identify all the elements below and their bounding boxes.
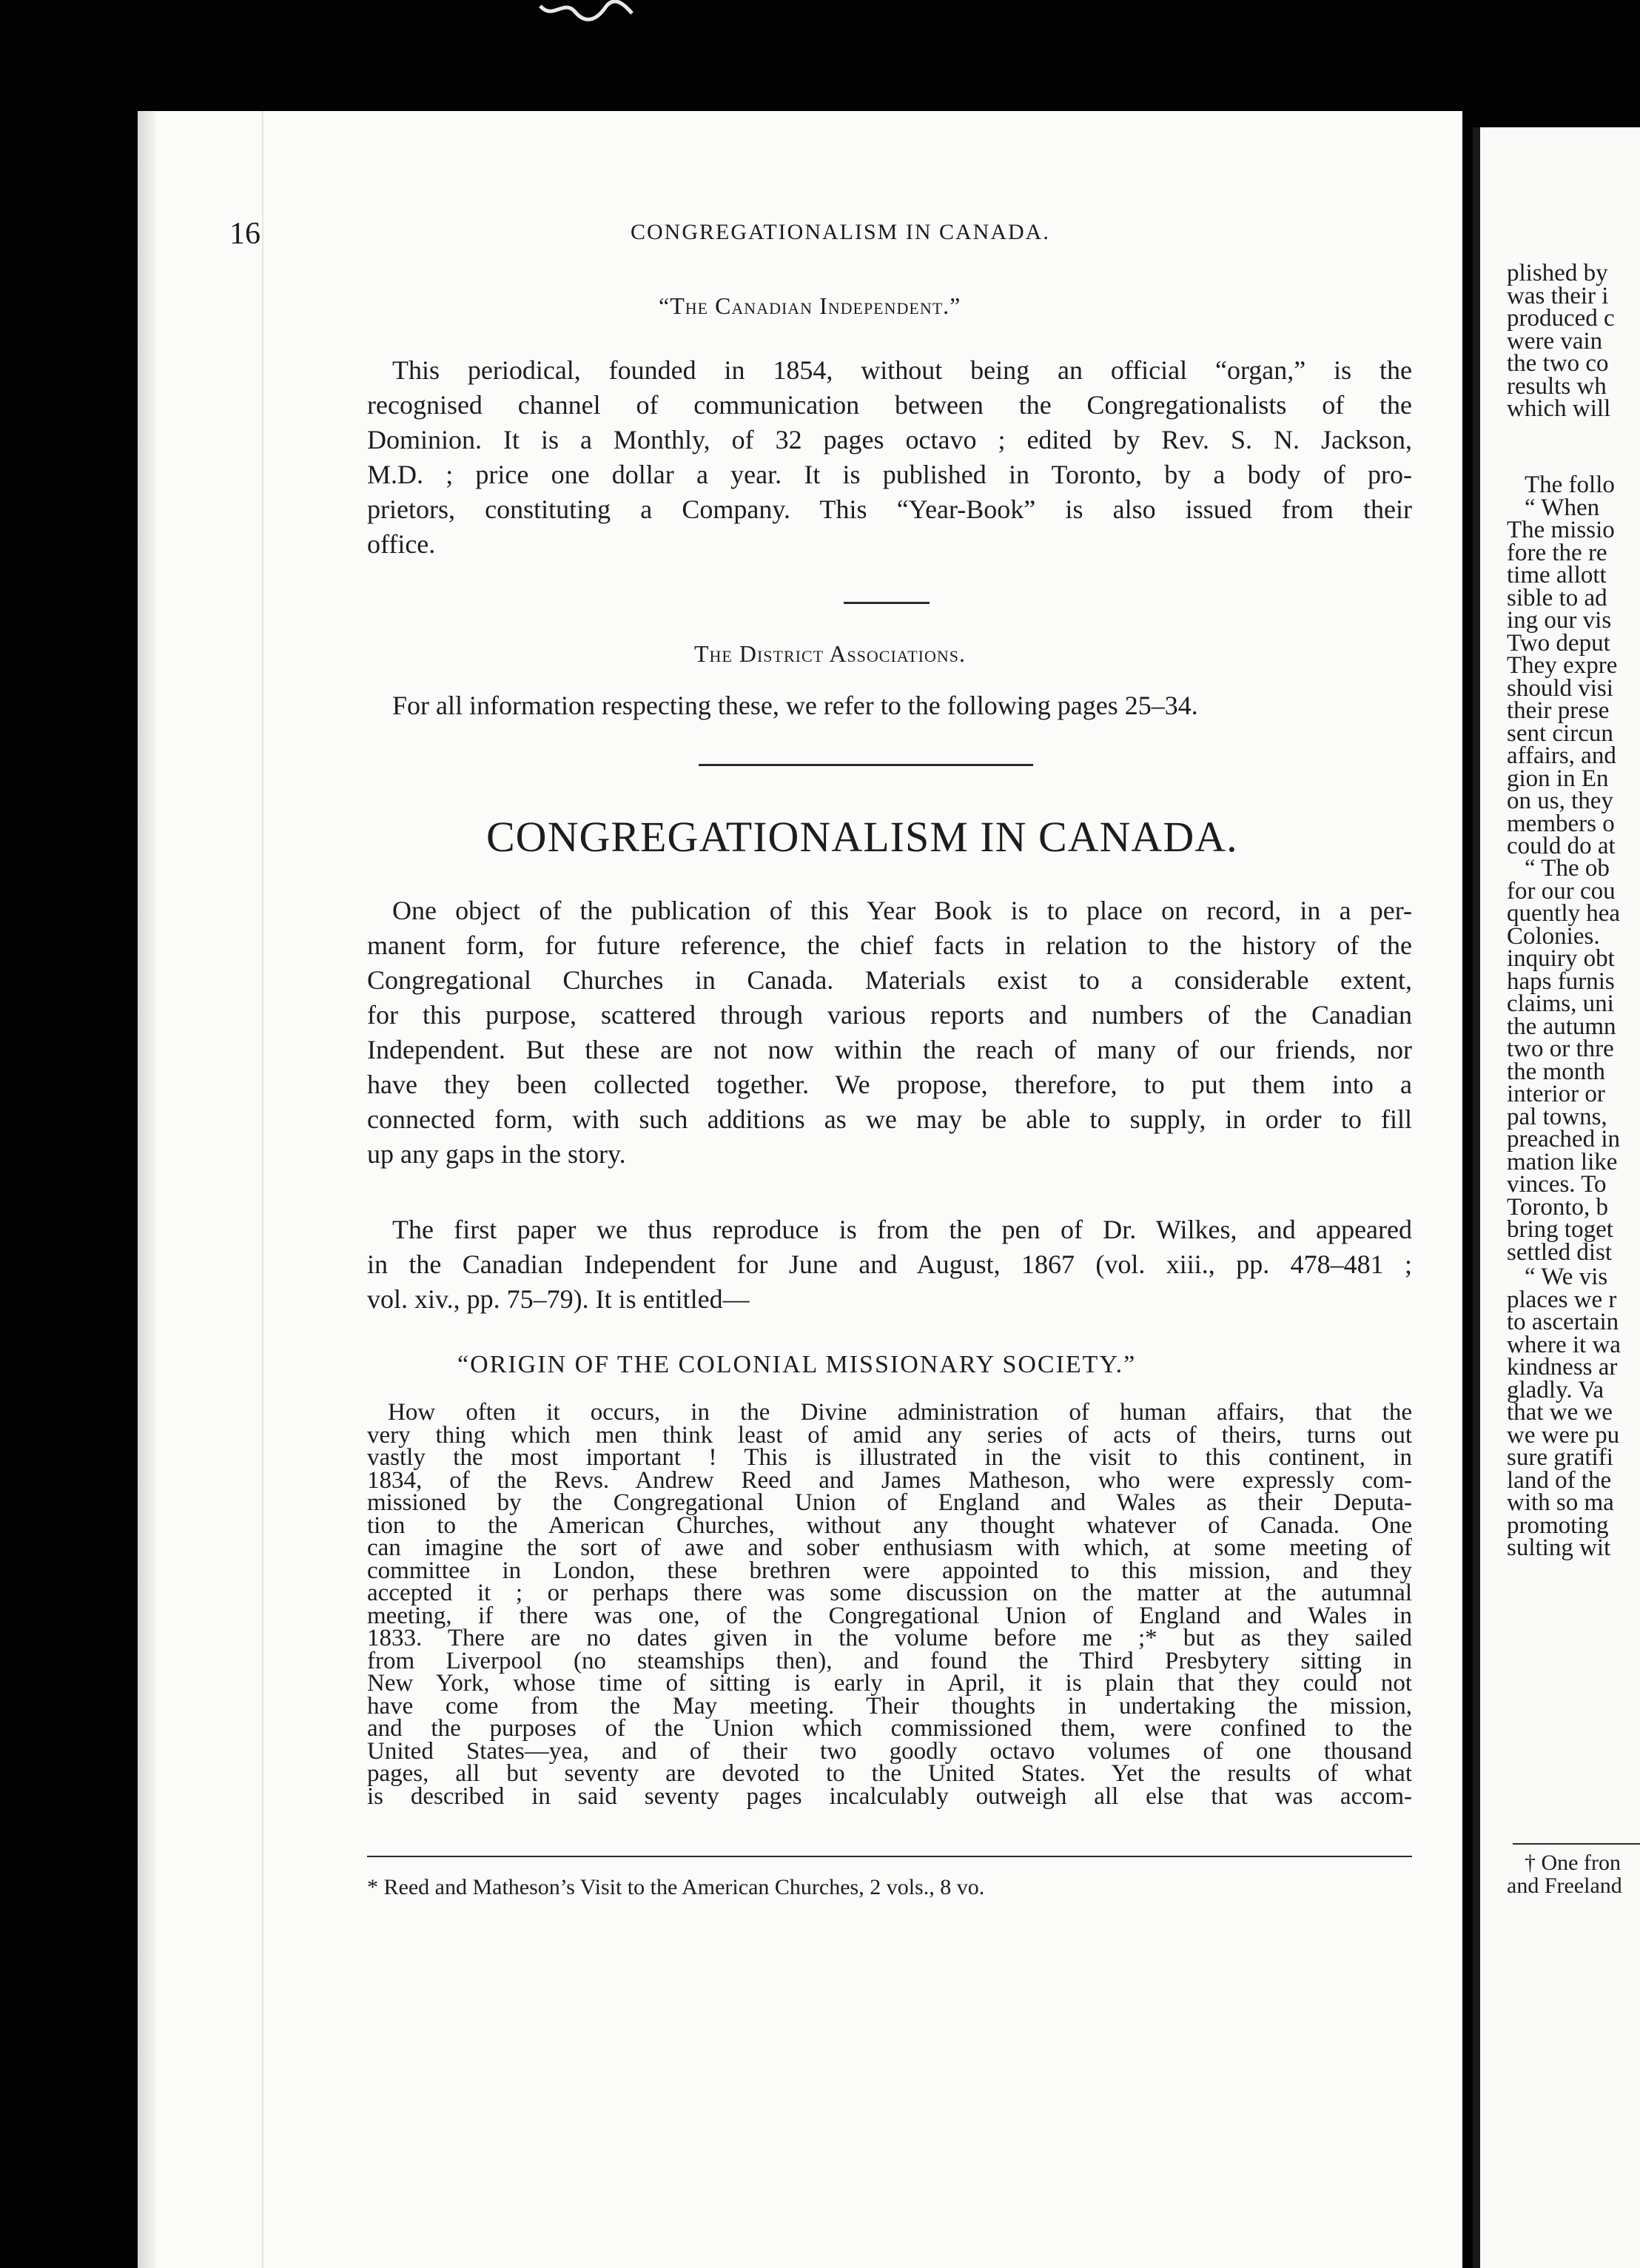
text-line: tion to the American Churches, without any thought whatever of Canada. One xyxy=(367,1512,1412,1539)
text-line: claims, uni xyxy=(1507,990,1614,1017)
page-fold-line xyxy=(262,111,263,2268)
text-line: preached in xyxy=(1507,1126,1620,1153)
district-text: For all information respecting these, we refer to the following pages 25–34. xyxy=(392,691,1198,720)
text-line: were vain xyxy=(1507,327,1603,355)
text-line: and the purposes of the Union which commissioned them, were confined to the xyxy=(367,1715,1412,1742)
text-line: gion in En xyxy=(1507,765,1609,792)
text-line: for our cou xyxy=(1507,877,1616,905)
text-line: from Liverpool (no steamships then), and found the Third Presbytery sitting in xyxy=(367,1647,1412,1674)
text-line: How often it occurs, in the Divine administration of human affairs, that the xyxy=(388,1399,1412,1426)
text-line: produced c xyxy=(1507,305,1615,332)
text-line: affairs, and xyxy=(1507,742,1616,769)
text-line: connected form, with such additions as we may be able to supply, in order to fill xyxy=(367,1104,1412,1134)
text-line: the autumn xyxy=(1507,1013,1616,1040)
text-line: committee in London, these brethren were appointed to this mission, and they xyxy=(367,1557,1412,1584)
text-line: is described in said seventy pages incalculably outweigh all else that was accom- xyxy=(367,1782,1412,1810)
text-line: haps furnis xyxy=(1507,967,1615,995)
chapter-heading: CONGREGATIONALISM IN CANADA. xyxy=(486,813,1238,861)
independent-paragraph xyxy=(367,353,1412,562)
text-line: 1834, of the Revs. Andrew Reed and James Matheson, who were expressly com- xyxy=(367,1466,1412,1494)
scan-artifact-mark xyxy=(534,0,638,22)
text-line: places we r xyxy=(1507,1286,1617,1313)
text-line: New York, whose time of sitting is early in April, it is plain that they could not xyxy=(367,1670,1412,1697)
text-line: The follo xyxy=(1525,472,1615,498)
text-line: sible to ad xyxy=(1507,584,1607,611)
text-line: pal towns, xyxy=(1507,1103,1607,1130)
page-edge-shadow xyxy=(138,111,155,2268)
text-line: sulting wit xyxy=(1507,1534,1611,1561)
text-line: “ We vis xyxy=(1525,1264,1608,1290)
section-heading-district: The District Associations. xyxy=(694,640,967,667)
text-line: promoting xyxy=(1507,1512,1609,1539)
text-line: office. xyxy=(367,529,436,559)
chapter-rule xyxy=(699,764,1033,766)
text-line: inquiry obt xyxy=(1507,945,1615,972)
intro-paragraph xyxy=(367,893,1412,1172)
text-line: They expre xyxy=(1507,652,1618,679)
text-line: recognised channel of communication between the Congregationalists of the xyxy=(367,390,1412,420)
text-line: accepted it ; or perhaps there was some discussion on the matter at the autumnal xyxy=(367,1580,1412,1606)
text-line: can imagine the sort of awe and sober enthusiasm with which, at some meeting of xyxy=(367,1534,1412,1561)
text-line: sure gratifi xyxy=(1507,1444,1613,1471)
text-line: very thing which men think least of amid any series of acts of theirs, turns out xyxy=(367,1421,1412,1449)
text-line: “ The ob xyxy=(1525,855,1610,882)
text-line: Dominion. It is a Monthly, of 32 pages octavo ; edited by Rev. S. N. Jackson, xyxy=(367,425,1412,454)
footnote-rule xyxy=(367,1856,1412,1857)
right-page-footnote xyxy=(1507,1852,1622,1897)
text-line: Congregational Churches in Canada. Materials exist to a considerable extent, xyxy=(367,965,1412,995)
text-line: † One fron xyxy=(1525,1851,1621,1875)
text-line: This periodical, founded in 1854, without being an official “organ,” is the xyxy=(392,355,1412,385)
text-line: Independent. But these are not now within the reach of many of our friends, nor xyxy=(367,1035,1412,1064)
text-line: their prese xyxy=(1507,697,1610,724)
text-line: fore the re xyxy=(1507,539,1607,566)
text-line: vinces. To xyxy=(1507,1171,1607,1198)
text-line: vol. xiv., pp. 75–79). It is entitled— xyxy=(367,1284,750,1314)
text-line: meeting, if there was one, of the Congregational Union of England and Wales in xyxy=(367,1602,1412,1629)
text-line: Colonies. xyxy=(1507,922,1600,950)
text-line: we were pu xyxy=(1507,1421,1620,1449)
text-line: where it wa xyxy=(1507,1331,1621,1358)
text-line: which will xyxy=(1507,395,1611,422)
text-line: have come from the May meeting. Their thoughts in undertaking the mission, xyxy=(367,1692,1412,1720)
text-line: results wh xyxy=(1507,372,1607,400)
right-page-text-block-2 xyxy=(1507,474,1617,858)
second-paragraph xyxy=(367,1212,1412,1317)
text-line: The missio xyxy=(1507,517,1615,543)
text-line: “ When xyxy=(1525,494,1600,521)
text-line: time allott xyxy=(1507,562,1607,588)
text-line: mation like xyxy=(1507,1148,1618,1175)
text-line: manent form, for future reference, the chief facts in relation to the history of the xyxy=(367,930,1412,960)
text-line: and Freeland xyxy=(1507,1873,1622,1898)
text-line: The first paper we thus reproduce is from the pen of Dr. Wilkes, and appeared xyxy=(392,1215,1412,1244)
text-line: should visi xyxy=(1507,674,1613,702)
text-line: the month xyxy=(1507,1058,1605,1085)
text-line: pages, all but seventy are devoted to the United States. Yet the results of what xyxy=(367,1760,1412,1787)
text-line: have they been collected together. We propose, therefore, to put them into a xyxy=(367,1070,1412,1099)
text-line: on us, they xyxy=(1507,788,1613,814)
running-title: CONGREGATIONALISM IN CANADA. xyxy=(631,220,1050,244)
text-line: to ascertain xyxy=(1507,1309,1619,1335)
text-line: the two co xyxy=(1507,350,1609,377)
text-line: members o xyxy=(1507,810,1615,837)
footnote: * Reed and Matheson’s Visit to the American Churches, 2 vols., 8 vo. xyxy=(367,1875,985,1899)
right-page-text-block-4 xyxy=(1507,1266,1621,1560)
book-gutter xyxy=(1473,127,1480,2268)
text-line: prietors, constituting a Company. This “Year-Book” is also issued from their xyxy=(367,494,1412,524)
text-line: up any gaps in the story. xyxy=(367,1139,626,1169)
text-line: bring toget xyxy=(1507,1216,1613,1243)
text-line: sent circun xyxy=(1507,719,1613,747)
text-line: M.D. ; price one dollar a year. It is published in Toronto, by a body of pro- xyxy=(367,460,1412,489)
section-rule xyxy=(844,602,930,604)
text-line: with so ma xyxy=(1507,1489,1614,1516)
article-title: “ORIGIN OF THE COLONIAL MISSIONARY SOCIETY.” xyxy=(457,1351,1137,1378)
text-line: could do at xyxy=(1507,833,1616,859)
text-line: plished by xyxy=(1507,260,1608,286)
text-line: that we we xyxy=(1507,1399,1613,1426)
text-line: ing our vis xyxy=(1507,607,1612,634)
text-line: gladly. Va xyxy=(1507,1376,1604,1403)
text-line: for this purpose, scattered through various reports and numbers of the Canadian xyxy=(367,1000,1412,1030)
text-line: was their i xyxy=(1507,282,1609,309)
section-heading-independent: “The Canadian Independent.” xyxy=(659,292,961,319)
text-line: settled dist xyxy=(1507,1238,1613,1266)
text-line: kindness ar xyxy=(1507,1354,1618,1380)
right-page-text-block-3 xyxy=(1507,857,1620,1264)
page-number: 16 xyxy=(229,217,261,251)
text-line: 1833. There are no dates given in the volume before me ;* but as they sailed xyxy=(367,1625,1412,1651)
text-line: Two deput xyxy=(1507,629,1610,657)
text-line: land of the xyxy=(1507,1466,1612,1494)
right-page-footnote-rule xyxy=(1513,1843,1640,1845)
text-line: two or thre xyxy=(1507,1036,1614,1062)
article-body xyxy=(367,1401,1412,1808)
text-line: in the Canadian Independent for June and August, 1867 (vol. xiii., pp. 478–481 ; xyxy=(367,1249,1412,1279)
text-line: missioned by the Congregational Union of England and Wales as their Deputa- xyxy=(367,1489,1412,1516)
text-line: One object of the publication of this Year Book is to place on record, in a per- xyxy=(392,896,1412,925)
text-line: Toronto, b xyxy=(1507,1193,1609,1221)
text-line: vastly the most important ! This is illustrated in the visit to this continent, in xyxy=(367,1444,1412,1471)
text-line: United States—yea, and of their two goodly octavo volumes of one thousand xyxy=(367,1737,1412,1765)
right-page-text-block-1 xyxy=(1507,262,1615,420)
text-line: quently hea xyxy=(1507,900,1621,927)
text-line: interior or xyxy=(1507,1081,1605,1107)
